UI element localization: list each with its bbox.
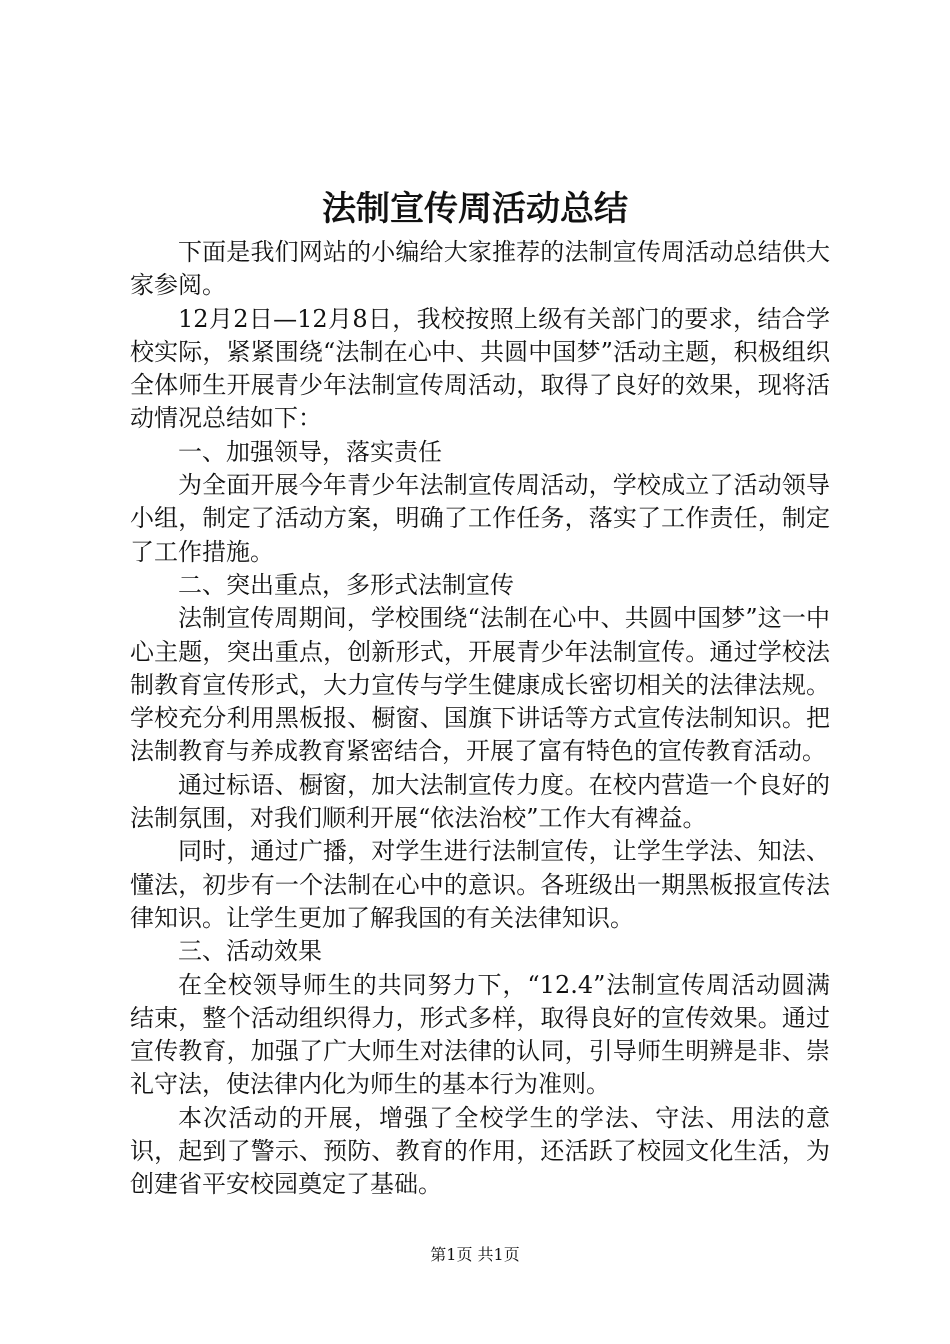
paragraph-overview: 12月2日—12月8日，我校按照上级有关部门的要求，结合学校实际，紧紧围绕“法制在心中、共圆中国梦”活动主题，积极组织全体师生开展青少年法制宣传周活动，取得了良好的效果，现将活动情况总结如下： xyxy=(130,304,830,433)
document-title: 法制宣传周活动总结 xyxy=(322,189,628,229)
paragraph-section-2c: 同时，通过广播，对学生进行法制宣传，让学生学法、知法、懂法，初步有一个法制在心中的意识。各班级出一期黑板报宣传法律知识。让学生更加了解我国的有关法律知识。 xyxy=(130,837,830,932)
paragraph-section-3b: 本次活动的开展，增强了全校学生的学法、守法、用法的意识，起到了警示、预防、教育的作用，还活跃了校园文化生活，为创建省平安校园奠定了基础。 xyxy=(130,1103,830,1199)
paragraph-section-3a: 在全校领导师生的共同努力下，“12.4”法制宣传周活动圆满结束，整个活动组织得力，形式多样，取得良好的宣传效果。通过宣传教育，加强了广大师生对法律的认同，引导师生明辨是非、崇礼守法，使法律内化为师生的基本行为准则。 xyxy=(130,970,830,1099)
section-heading-1: 一、加强领导，落实责任 xyxy=(178,437,442,466)
paragraph-section-1: 为全面开展今年青少年法制宣传周活动，学校成立了活动领导小组，制定了活动方案，明确了工作任务，落实了工作责任，制定了工作措施。 xyxy=(130,471,830,566)
section-heading-2: 二、突出重点，多形式法制宣传 xyxy=(178,570,514,599)
document-body xyxy=(130,236,830,1202)
paragraph-section-2b: 通过标语、橱窗，加大法制宣传力度。在校内营造一个良好的法制氛围，对我们顺利开展“依法治校”工作大有裨益。 xyxy=(130,770,830,833)
paragraph-intro: 下面是我们网站的小编给大家推荐的法制宣传周活动总结供大家参阅。 xyxy=(130,238,830,300)
paragraph-section-2a: 法制宣传周期间，学校围绕“法制在心中、共圆中国梦”这一中心主题，突出重点，创新形式，开展青少年法制宣传。通过学校法制教育宣传形式，大力宣传与学生健康成长密切相关的法律法规。学校充分利用黑板报、橱窗、国旗下讲话等方式宣传法制知识。把法制教育与养成教育紧密结合，开展了富有特色的宣传教育活动。 xyxy=(130,604,830,766)
page-number-footer: 第1页 共1页 xyxy=(430,1245,520,1264)
section-heading-3: 三、活动效果 xyxy=(178,937,322,966)
